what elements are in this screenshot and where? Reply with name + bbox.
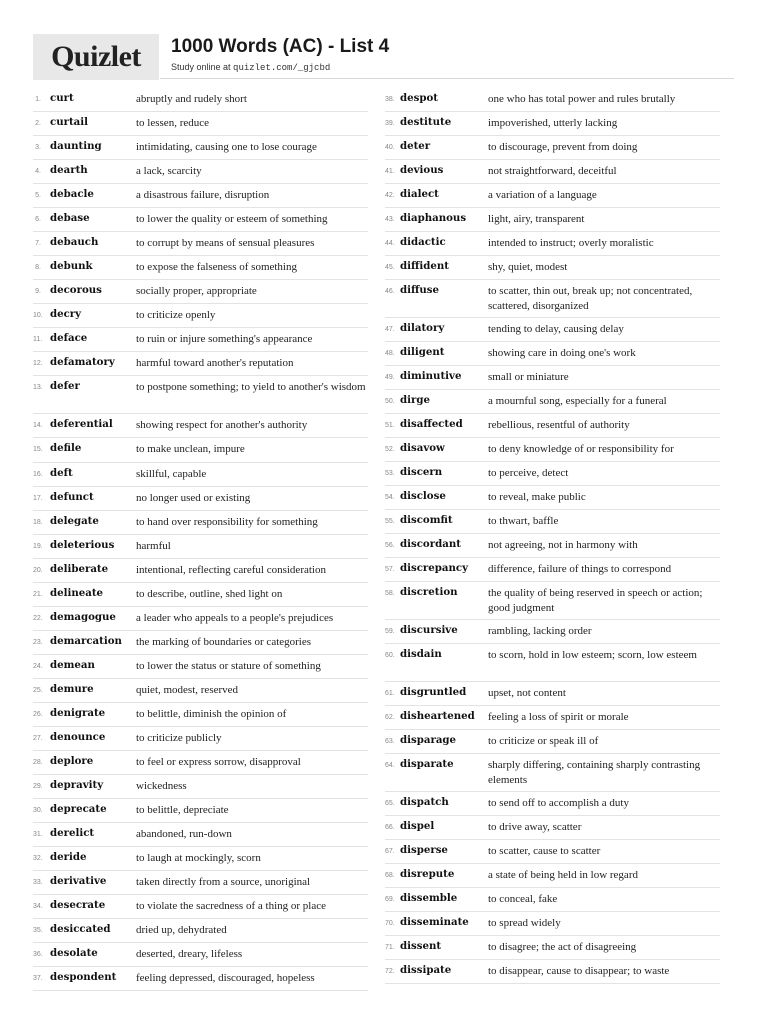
item-term: curtail (50, 116, 89, 128)
item-number: 6. (35, 216, 41, 223)
list-item (33, 895, 368, 919)
list-item (33, 727, 368, 751)
item-number: 68. (385, 872, 395, 879)
item-definition: to drive away, scatter (488, 821, 582, 833)
item-definition: to deny knowledge of or responsibility for (488, 443, 674, 455)
item-definition: rambling, lacking order (488, 625, 592, 637)
item-definition: a mournful song, especially for a funeral (488, 395, 667, 407)
item-definition: tending to delay, causing delay (488, 323, 624, 335)
item-definition: to send off to accomplish a duty (488, 797, 629, 809)
list-item (33, 414, 368, 438)
item-number: 36. (33, 951, 43, 958)
item-term: debase (50, 212, 90, 224)
list-item (385, 88, 720, 112)
item-number: 55. (385, 518, 395, 525)
item-number: 48. (385, 350, 395, 357)
item-definition: to lower the quality or esteem of something (136, 213, 328, 225)
item-definition: feeling a loss of spirit or morale (488, 711, 629, 723)
item-number: 59. (385, 628, 395, 635)
item-term: dispatch (400, 796, 449, 808)
list-item (33, 208, 368, 232)
item-term: devious (400, 164, 444, 176)
list-item (33, 184, 368, 208)
item-definition: abruptly and rudely short (136, 93, 247, 105)
item-term: dialect (400, 188, 439, 200)
item-definition: the quality of being reserved in speech or action; good judgment (488, 587, 703, 614)
item-number: 29. (33, 783, 43, 790)
item-term: discursive (400, 624, 458, 636)
list-item (385, 486, 720, 510)
item-term: derivative (50, 875, 107, 887)
list-item (385, 208, 720, 232)
item-definition: not agreeing, not in harmony with (488, 539, 638, 551)
item-number: 72. (385, 968, 395, 975)
item-definition: feeling depressed, discouraged, hopeless (136, 972, 315, 984)
item-definition: to disappear, cause to disappear; to waste (488, 965, 670, 977)
item-definition: a variation of a language (488, 189, 597, 201)
item-term: deter (400, 140, 431, 152)
item-number: 10. (33, 312, 43, 319)
item-definition: to ruin or injure something's appearance (136, 333, 313, 345)
item-term: didactic (400, 236, 446, 248)
item-definition: rebellious, resentful of authority (488, 419, 630, 431)
item-number: 4. (35, 168, 41, 175)
list-item (33, 847, 368, 871)
item-number: 13. (33, 384, 43, 391)
item-definition: to conceal, fake (488, 893, 558, 905)
list-item (33, 232, 368, 256)
item-term: denounce (50, 731, 106, 743)
item-definition: difference, failure of things to correspond (488, 563, 672, 575)
list-item (33, 88, 368, 112)
item-number: 46. (385, 288, 395, 295)
item-number: 35. (33, 927, 43, 934)
list-item (385, 620, 720, 644)
item-term: dearth (50, 164, 88, 176)
item-definition: to discourage, prevent from doing (488, 141, 638, 153)
list-item (33, 823, 368, 847)
item-number: 18. (33, 519, 43, 526)
item-definition: skillful, capable (136, 468, 207, 480)
item-definition: showing respect for another's authority (136, 419, 308, 431)
item-number: 67. (385, 848, 395, 855)
list-item (33, 943, 368, 967)
item-number: 15. (33, 446, 43, 453)
item-term: deplore (50, 755, 94, 767)
item-term: decorous (50, 284, 102, 296)
list-item (33, 328, 368, 352)
item-term: despondent (50, 971, 117, 983)
item-term: dissent (400, 940, 442, 952)
item-definition: intended to instruct; overly moralistic (488, 237, 654, 249)
item-number: 70. (385, 920, 395, 927)
item-number: 28. (33, 759, 43, 766)
list-item (385, 438, 720, 462)
item-definition: small or miniature (488, 371, 569, 383)
list-item (33, 438, 368, 463)
item-term: diaphanous (400, 212, 467, 224)
item-term: debunk (50, 260, 93, 272)
item-term: dirge (400, 394, 430, 406)
item-definition: a disastrous failure, disruption (136, 189, 270, 201)
item-number: 52. (385, 446, 395, 453)
list-item (33, 136, 368, 160)
list-item (385, 558, 720, 582)
list-item (33, 775, 368, 799)
subtitle-prefix: Study online at (171, 62, 234, 72)
list-item (385, 390, 720, 414)
list-item (385, 816, 720, 840)
quizlet-logo: Quizlet (33, 34, 159, 80)
item-term: dissipate (400, 964, 452, 976)
item-definition: wickedness (136, 780, 187, 792)
item-number: 62. (385, 714, 395, 721)
item-definition: deserted, dreary, lifeless (136, 948, 243, 960)
list-item (33, 583, 368, 607)
list-item (33, 967, 368, 991)
item-number: 56. (385, 542, 395, 549)
item-term: disaffected (400, 418, 463, 430)
list-item (33, 559, 368, 583)
list-item (33, 703, 368, 727)
item-term: disclose (400, 490, 446, 502)
item-term: desiccated (50, 923, 111, 935)
item-term: deliberate (50, 563, 109, 575)
item-term: derelict (50, 827, 95, 839)
item-definition: a leader who appeals to a people's prejudices (136, 612, 334, 624)
item-number: 14. (33, 422, 43, 429)
item-number: 39. (385, 120, 395, 127)
list-item (385, 318, 720, 342)
list-item (33, 679, 368, 703)
item-number: 7. (35, 240, 41, 247)
list-item (385, 706, 720, 730)
item-term: deferential (50, 418, 113, 430)
item-number: 31. (33, 831, 43, 838)
item-term: discrepancy (400, 562, 469, 574)
item-definition: the marking of boundaries or categories (136, 636, 312, 648)
item-term: defunct (50, 491, 94, 503)
item-definition: to perceive, detect (488, 467, 569, 479)
item-number: 17. (33, 495, 43, 502)
item-definition: sharply differing, containing sharply contrasting elements (488, 759, 701, 786)
list-item (33, 535, 368, 559)
item-definition: to postpone something; to yield to another's wisdom (136, 381, 366, 393)
item-definition: quiet, modest, reserved (136, 684, 239, 696)
item-term: delineate (50, 587, 104, 599)
item-number: 30. (33, 807, 43, 814)
page-subtitle (171, 62, 330, 73)
item-number: 40. (385, 144, 395, 151)
item-term: daunting (50, 140, 102, 152)
item-definition: to criticize publicly (136, 732, 222, 744)
page-title: 1000 Words (AC) - List 4 (171, 36, 390, 57)
item-number: 34. (33, 903, 43, 910)
item-term: decry (50, 308, 82, 320)
list-item (385, 730, 720, 754)
list-item (385, 864, 720, 888)
item-number: 51. (385, 422, 395, 429)
item-number: 32. (33, 855, 43, 862)
item-number: 11. (33, 336, 43, 343)
item-number: 63. (385, 738, 395, 745)
item-term: deface (50, 332, 88, 344)
item-definition: to scorn, hold in low esteem; scorn, low esteem (488, 649, 697, 661)
item-term: debacle (50, 188, 94, 200)
item-number: 20. (33, 567, 43, 574)
item-term: defer (50, 380, 80, 392)
item-definition: intentional, reflecting careful consideration (136, 564, 326, 576)
item-definition: to scatter, thin out, break up; not concentrated, scattered, disorganized (488, 285, 693, 312)
item-definition: showing care in doing one's work (488, 347, 636, 359)
list-item (385, 256, 720, 280)
item-number: 2. (35, 120, 41, 127)
item-definition: a lack, scarcity (136, 165, 202, 177)
list-item (33, 256, 368, 280)
list-item (33, 304, 368, 328)
item-term: disheartened (400, 710, 475, 722)
list-item (385, 682, 720, 706)
list-item (385, 912, 720, 936)
item-term: diminutive (400, 370, 462, 382)
item-definition: upset, not content (488, 687, 566, 699)
item-term: disgruntled (400, 686, 467, 698)
left-column (33, 88, 368, 991)
item-definition: not straightforward, deceitful (488, 165, 617, 177)
list-item (33, 511, 368, 535)
item-term: diligent (400, 346, 445, 358)
item-definition: abandoned, run-down (136, 828, 232, 840)
item-number: 9. (35, 288, 41, 295)
list-item (385, 510, 720, 534)
item-term: desecrate (50, 899, 106, 911)
item-definition: to criticize or speak ill of (488, 735, 599, 747)
item-definition: to describe, outline, shed light on (136, 588, 283, 600)
item-term: curt (50, 92, 74, 104)
item-term: deride (50, 851, 87, 863)
list-item (385, 366, 720, 390)
list-item (385, 534, 720, 558)
list-item (33, 751, 368, 775)
item-term: demean (50, 659, 95, 671)
list-item (385, 160, 720, 184)
item-number: 71. (385, 944, 395, 951)
item-definition: no longer used or existing (136, 492, 251, 504)
list-item (385, 754, 720, 792)
list-item (385, 840, 720, 864)
item-number: 58. (385, 590, 395, 597)
item-number: 22. (33, 615, 43, 622)
item-definition: to criticize openly (136, 309, 216, 321)
item-number: 24. (33, 663, 43, 670)
item-term: discordant (400, 538, 461, 550)
item-term: disdain (400, 648, 442, 660)
list-item (385, 342, 720, 366)
item-definition: to scatter, cause to scatter (488, 845, 601, 857)
list-item (33, 799, 368, 823)
item-term: diffuse (400, 284, 439, 296)
item-number: 50. (385, 398, 395, 405)
item-number: 38. (385, 96, 395, 103)
item-term: delegate (50, 515, 99, 527)
item-definition: to expose the falseness of something (136, 261, 297, 273)
item-term: debauch (50, 236, 99, 248)
item-term: dissemble (400, 892, 458, 904)
item-term: desolate (50, 947, 98, 959)
item-term: dispel (400, 820, 435, 832)
item-number: 16. (33, 471, 43, 478)
item-definition: harmful toward another's reputation (136, 357, 294, 369)
item-term: dilatory (400, 322, 445, 334)
item-term: disseminate (400, 916, 469, 928)
item-term: destitute (400, 116, 452, 128)
list-item (33, 919, 368, 943)
item-number: 37. (33, 975, 43, 982)
item-term: demure (50, 683, 94, 695)
list-item (33, 631, 368, 655)
item-definition: to make unclean, impure (136, 443, 245, 455)
list-item (33, 607, 368, 631)
list-item (33, 280, 368, 304)
item-definition: to belittle, diminish the opinion of (136, 708, 287, 720)
item-number: 8. (35, 264, 41, 271)
item-term: despot (400, 92, 438, 104)
item-number: 25. (33, 687, 43, 694)
item-number: 45. (385, 264, 395, 271)
list-item (385, 136, 720, 160)
item-number: 47. (385, 326, 395, 333)
list-item (33, 871, 368, 895)
item-number: 41. (385, 168, 395, 175)
item-definition: to laugh at mockingly, scorn (136, 852, 261, 864)
item-number: 3. (35, 144, 41, 151)
item-number: 23. (33, 639, 43, 646)
item-number: 49. (385, 374, 395, 381)
item-number: 5. (35, 192, 41, 199)
item-definition: dried up, dehydrated (136, 924, 227, 936)
item-term: deleterious (50, 539, 115, 551)
item-term: discretion (400, 586, 458, 598)
item-term: deprecate (50, 803, 107, 815)
item-definition: to violate the sacredness of a thing or place (136, 900, 326, 912)
list-item (385, 462, 720, 486)
list-item (385, 184, 720, 208)
item-term: disavow (400, 442, 445, 454)
list-item (385, 960, 720, 984)
item-number: 57. (385, 566, 395, 573)
list-item (33, 160, 368, 184)
item-term: defamatory (50, 356, 115, 368)
list-item (33, 655, 368, 679)
list-item (385, 232, 720, 256)
header-divider (160, 78, 734, 79)
item-term: discomfit (400, 514, 453, 526)
list-item (33, 463, 368, 487)
item-term: disperse (400, 844, 448, 856)
item-number: 12. (33, 360, 43, 367)
item-number: 69. (385, 896, 395, 903)
item-definition: light, airy, transparent (488, 213, 585, 225)
item-term: diffident (400, 260, 449, 272)
page-header (0, 0, 768, 90)
item-definition: to thwart, baffle (488, 515, 559, 527)
item-definition: one who has total power and rules brutally (488, 93, 676, 105)
item-definition: a state of being held in low regard (488, 869, 638, 881)
list-item (33, 376, 368, 414)
list-item (385, 582, 720, 620)
list-item (385, 414, 720, 438)
item-number: 66. (385, 824, 395, 831)
list-item (33, 487, 368, 511)
item-definition: to belittle, depreciate (136, 804, 229, 816)
item-number: 65. (385, 800, 395, 807)
item-number: 33. (33, 879, 43, 886)
item-number: 21. (33, 591, 43, 598)
item-number: 27. (33, 735, 43, 742)
item-definition: intimidating, causing one to lose courage (136, 141, 317, 153)
item-definition: socially proper, appropriate (136, 285, 257, 297)
right-column (385, 88, 720, 984)
item-definition: harmful (136, 540, 171, 552)
item-term: defile (50, 442, 82, 454)
list-item (385, 888, 720, 912)
item-definition: to feel or express sorrow, disapproval (136, 756, 301, 768)
list-item (385, 936, 720, 960)
item-definition: to corrupt by means of sensual pleasures (136, 237, 315, 249)
list-item (385, 280, 720, 318)
item-number: 53. (385, 470, 395, 477)
list-item (385, 112, 720, 136)
item-term: demarcation (50, 635, 122, 647)
item-term: depravity (50, 779, 104, 791)
item-number: 54. (385, 494, 395, 501)
item-definition: to lower the status or stature of something (136, 660, 321, 672)
list-item (385, 792, 720, 816)
item-term: demagogue (50, 611, 116, 623)
item-definition: to spread widely (488, 917, 561, 929)
item-term: disrepute (400, 868, 455, 880)
item-term: discern (400, 466, 443, 478)
item-definition: shy, quiet, modest (488, 261, 568, 273)
item-number: 43. (385, 216, 395, 223)
list-item (385, 644, 720, 682)
item-term: denigrate (50, 707, 106, 719)
item-definition: taken directly from a source, unoriginal (136, 876, 311, 888)
item-definition: to lessen, reduce (136, 117, 209, 129)
item-number: 42. (385, 192, 395, 199)
item-definition: impoverished, utterly lacking (488, 117, 618, 129)
list-item (33, 112, 368, 136)
item-definition: to reveal, make public (488, 491, 586, 503)
item-term: deft (50, 467, 73, 479)
item-definition: to hand over responsibility for something (136, 516, 318, 528)
item-number: 1. (35, 96, 41, 103)
subtitle-url[interactable]: quizlet.com/_gjcbd (233, 63, 331, 73)
item-term: disparage (400, 734, 457, 746)
item-term: disparate (400, 758, 454, 770)
item-number: 44. (385, 240, 395, 247)
item-number: 61. (385, 690, 395, 697)
item-number: 60. (385, 652, 395, 659)
item-number: 64. (385, 762, 395, 769)
list-item (33, 352, 368, 376)
item-number: 19. (33, 543, 43, 550)
item-number: 26. (33, 711, 43, 718)
item-definition: to disagree; the act of disagreeing (488, 941, 637, 953)
